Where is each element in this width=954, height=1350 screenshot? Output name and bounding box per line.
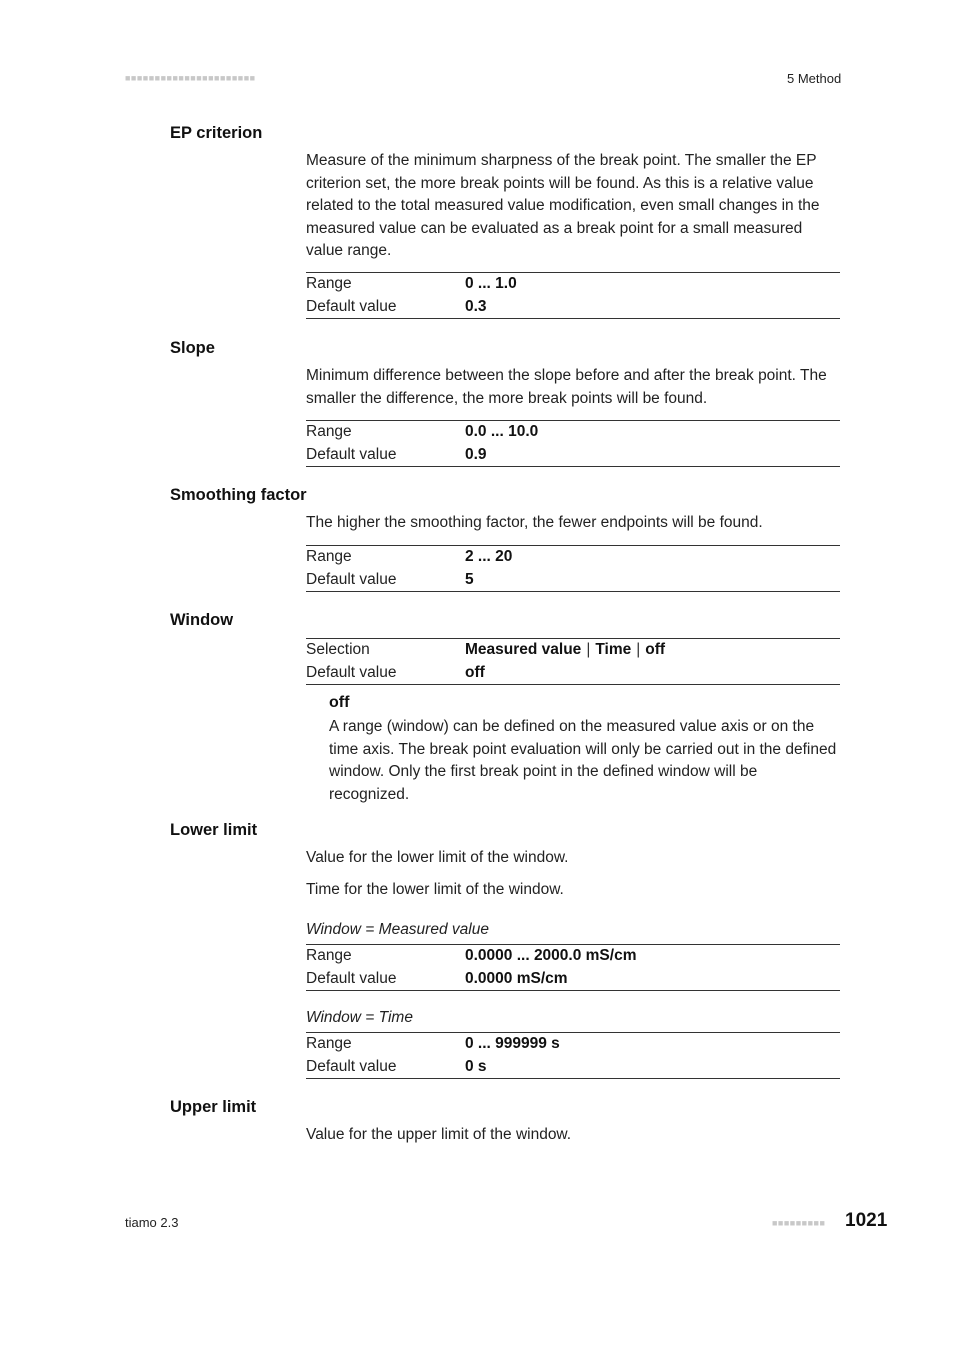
range-label: Range	[306, 423, 352, 440]
range-value: 0 ... 999999 s	[465, 1035, 560, 1052]
slope-description: Minimum difference between the slope before and after the break point. The smaller the difference, the more break points will be found.	[306, 367, 827, 407]
table-row	[306, 945, 840, 968]
section-heading-smoothing-factor: Smoothing factor	[170, 486, 307, 504]
smoothing-factor-parameter-table	[306, 545, 840, 592]
default-value: off	[465, 663, 485, 681]
default-label: Default value	[306, 1057, 397, 1075]
default-label: Default value	[306, 445, 397, 463]
range-label: Range	[306, 1035, 352, 1052]
ep-criterion-description: Measure of the minimum sharpness of the break point. The smaller the EP criterion set, the more break points will be found. As this is a relative value related to the total measured value modification, even small changes in the measured value can be evaluated as a break point for a small measured value range.	[306, 152, 820, 259]
default-label: Default value	[306, 969, 397, 987]
range-value: 0.0000 ... 2000.0 mS/cm	[465, 947, 637, 964]
section-heading-ep-criterion: EP criterion	[170, 124, 263, 142]
selection-options	[465, 639, 665, 662]
range-value: 0 ... 1.0	[465, 275, 517, 292]
table-row	[306, 1056, 840, 1079]
section-heading-window: Window	[170, 611, 234, 629]
range-value: 2 ... 20	[465, 548, 513, 565]
product-version: tiamo 2.3	[125, 1215, 179, 1230]
default-value: 0.3	[465, 297, 487, 315]
lower-limit-description-value: Value for the lower limit of the window.	[306, 849, 569, 866]
table-row	[306, 546, 840, 569]
section-heading-slope: Slope	[170, 339, 215, 357]
page-number: 1021	[845, 1210, 888, 1231]
option-off-description: A range (window) can be defined on the measured value axis or on the time axis. The break point evaluation will only be carried out in the defined window. Only the first break point in the defined window will be recognized.	[329, 718, 837, 803]
range-label: Range	[306, 275, 352, 292]
option-time: Time	[595, 641, 632, 658]
table-row	[306, 296, 840, 319]
default-label: Default value	[306, 570, 397, 588]
table-row	[306, 1033, 840, 1056]
default-label: Default value	[306, 297, 397, 315]
option-separator: |	[586, 641, 591, 658]
upper-limit-description: Value for the upper limit of the window.	[306, 1126, 572, 1143]
range-label: Range	[306, 548, 352, 565]
lower-limit-time-table	[306, 1032, 840, 1079]
footer-decoration: ■■■■■■■■■	[772, 1218, 826, 1228]
default-value: 5	[465, 570, 474, 588]
caption-window-time: Window = Time	[306, 1009, 413, 1026]
range-value: 0.0 ... 10.0	[465, 423, 539, 440]
option-separator: |	[636, 641, 641, 658]
default-label: Default value	[306, 663, 397, 681]
smoothing-factor-description: The higher the smoothing factor, the fewer endpoints will be found.	[306, 514, 763, 531]
ep-criterion-parameter-table	[306, 272, 840, 319]
table-row	[306, 421, 840, 444]
lower-limit-measured-value-table	[306, 944, 840, 991]
window-parameter-table	[306, 638, 840, 685]
header-decoration: ■■■■■■■■■■■■■■■■■■■■■■	[125, 73, 256, 83]
slope-parameter-table	[306, 420, 840, 467]
selection-label: Selection	[306, 641, 370, 658]
default-value: 0.9	[465, 445, 487, 463]
section-heading-upper-limit: Upper limit	[170, 1098, 257, 1116]
table-row	[306, 639, 840, 662]
option-heading-off: off	[329, 694, 350, 711]
lower-limit-description-time: Time for the lower limit of the window.	[306, 881, 564, 898]
table-row	[306, 444, 840, 467]
default-value: 0.0000 mS/cm	[465, 969, 568, 987]
option-measured-value: Measured value	[465, 641, 582, 658]
table-row	[306, 968, 840, 991]
option-off: off	[645, 641, 666, 658]
range-label: Range	[306, 947, 352, 964]
chapter-title: 5 Method	[787, 71, 842, 86]
caption-window-measured-value: Window = Measured value	[306, 921, 489, 938]
table-row	[306, 273, 840, 296]
default-value: 0 s	[465, 1057, 487, 1075]
table-row	[306, 569, 840, 592]
section-heading-lower-limit: Lower limit	[170, 821, 258, 839]
table-row	[306, 662, 840, 685]
